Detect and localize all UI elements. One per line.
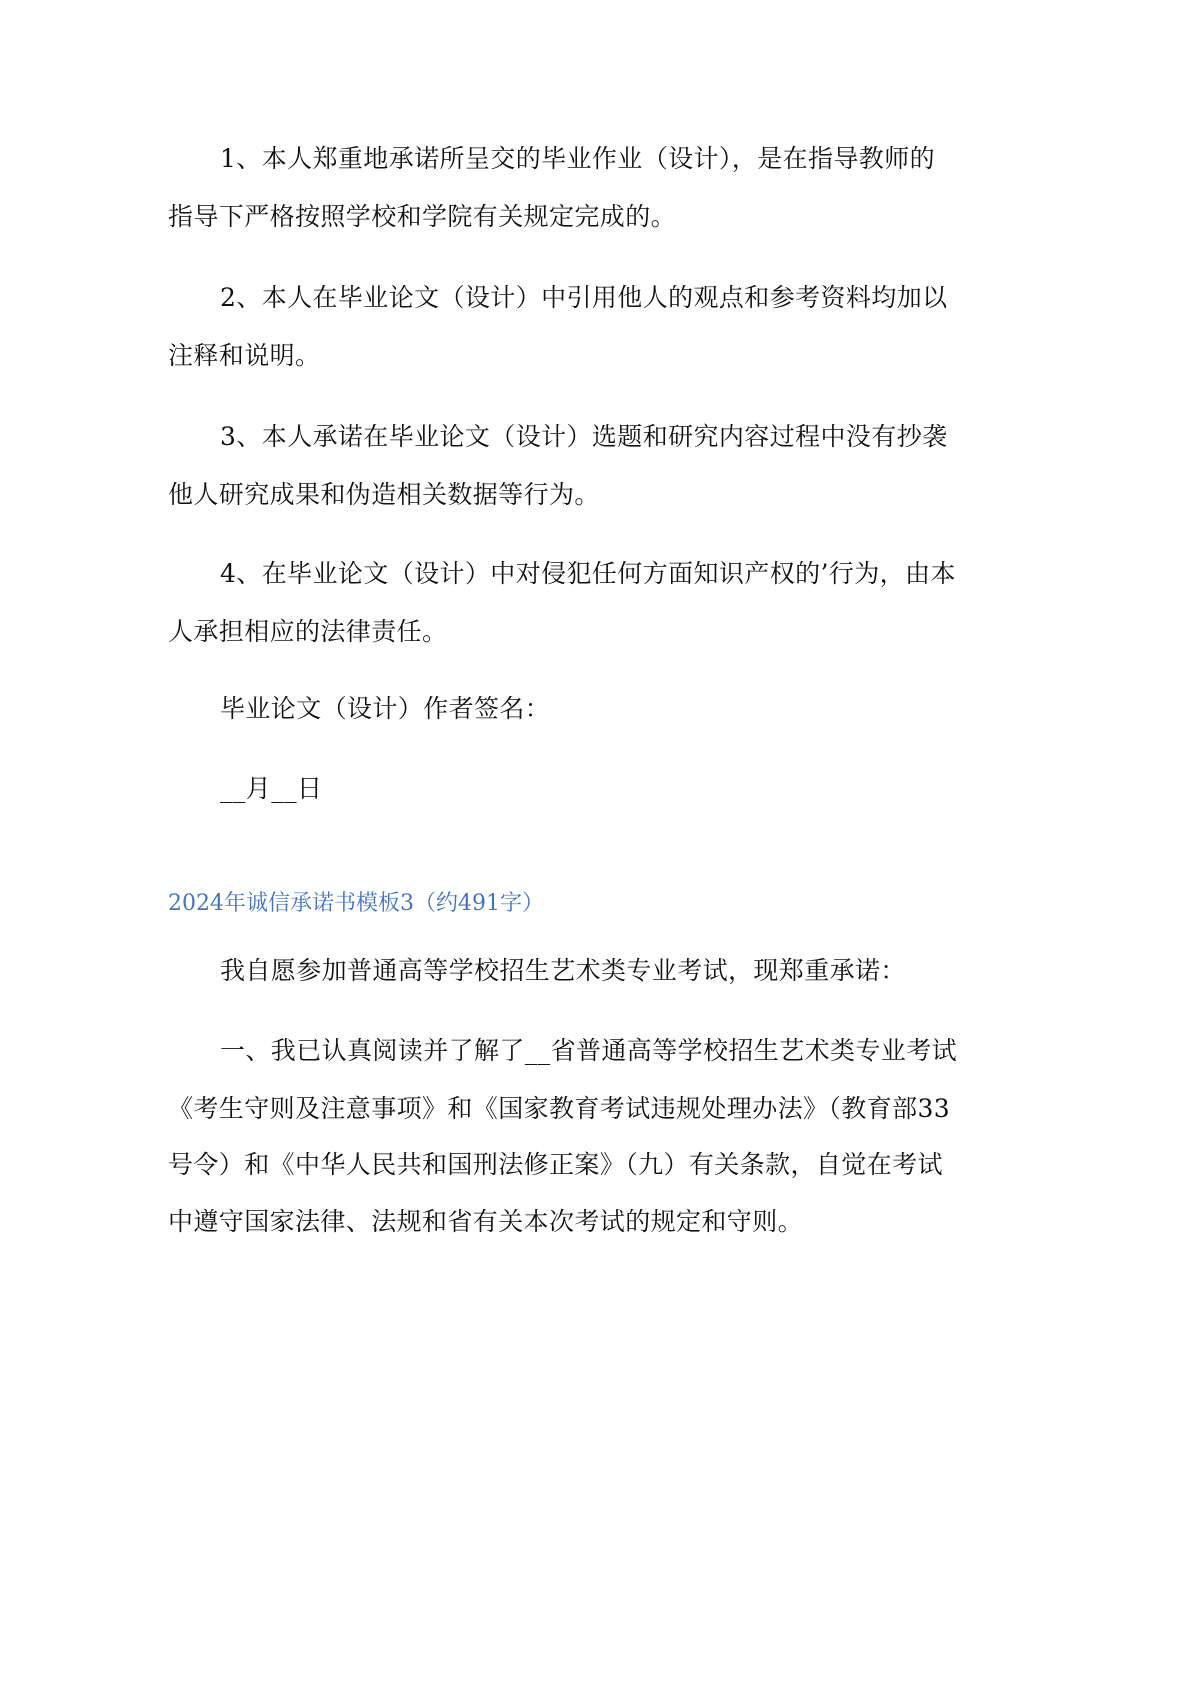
item-1-line-2: 《考生守则及注意事项》和《国家教育考试违规处理办法》（教育部33 [168, 1094, 951, 1123]
paragraph-2-line-1: 2、本人在毕业论文（设计）中引用他人的观点和参考资料均加以 [220, 283, 948, 312]
template-heading: 2024年诚信承诺书模板3（约491字） [168, 891, 544, 916]
paragraph-2-line-2: 注释和说明。 [168, 341, 321, 370]
item-1-line-1: 一、我已认真阅读并了解了__省普通高等学校招生艺术类专业考试 [220, 1036, 958, 1065]
signature-line: 毕业论文（设计）作者签名： [220, 694, 551, 723]
item-1-line-3: 号令）和《中华人民共和国刑法修正案》（九）有关条款，自觉在考试 [168, 1150, 943, 1179]
paragraph-1-line-1: 1、本人郑重地承诺所呈交的毕业作业（设计），是在指导教师的 [220, 144, 936, 173]
paragraph-1-line-2: 指导下严格按照学校和学院有关规定完成的。 [168, 202, 677, 231]
intro-paragraph: 我自愿参加普通高等学校招生艺术类专业考试，现郑重承诺： [220, 956, 906, 985]
date-line: __月__日 [220, 774, 323, 803]
item-1-line-4: 中遵守国家法律、法规和省有关本次考试的规定和守则。 [168, 1207, 804, 1236]
paragraph-4-line-1: 4、在毕业论文（设计）中对侵犯任何方面知识产权的’行为，由本 [220, 559, 956, 588]
paragraph-3-line-2: 他人研究成果和伪造相关数据等行为。 [168, 480, 600, 509]
paragraph-3-line-1: 3、本人承诺在毕业论文（设计）选题和研究内容过程中没有抄袭 [220, 422, 948, 451]
paragraph-4-line-2: 人承担相应的法律责任。 [168, 617, 448, 646]
